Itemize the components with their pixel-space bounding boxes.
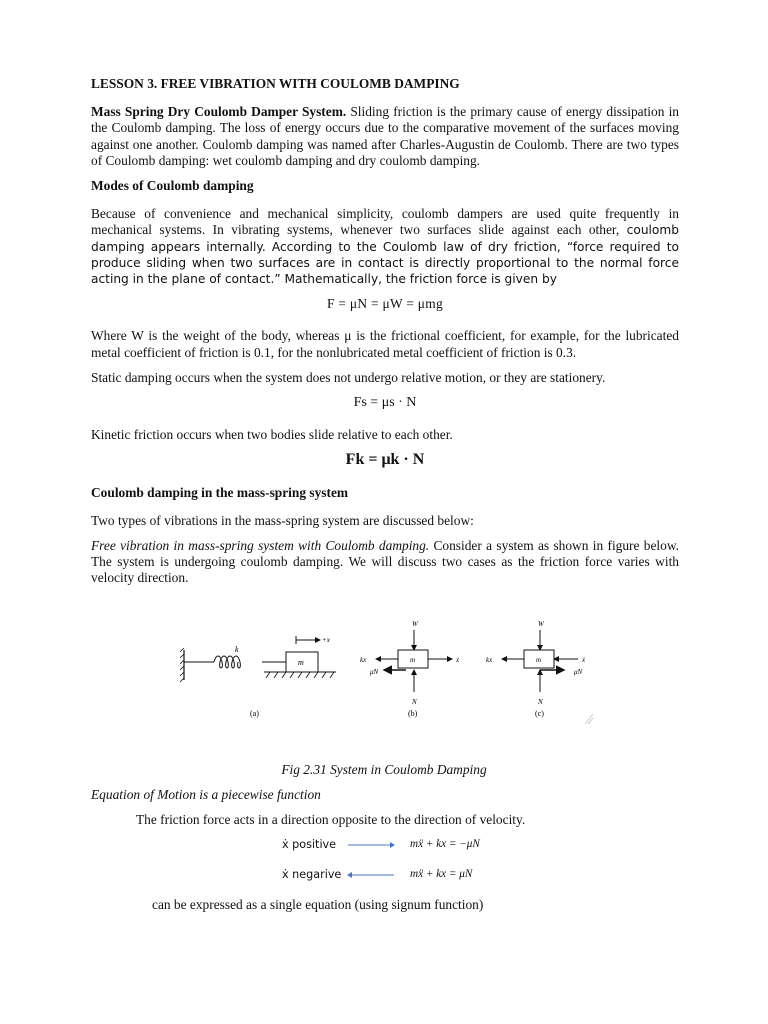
mass-b-label: m [410, 656, 416, 664]
arrow-right-icon [346, 838, 396, 852]
free-vibration-italic: Free vibration in mass-spring system with Coulomb damping. [91, 538, 430, 554]
intro-paragraph [91, 104, 679, 169]
free-vibration-paragraph [91, 538, 679, 587]
figure-a [180, 636, 336, 718]
friction-direction-text: The friction force acts in a direction opposite to the direction of velocity. [136, 812, 526, 827]
figure-b-label: (b) [408, 709, 418, 718]
single-equation-text: can be expressed as a single equation (using signum function) [152, 897, 484, 912]
friction-equation: F = μN = μW = μmg [326, 296, 443, 312]
static-paragraph: Static damping occurs when the system does not undergo relative motion, or they are stationery. [91, 369, 606, 385]
muN-c-label: μN [574, 668, 583, 676]
modes-paragraph [91, 206, 679, 287]
muN-b-label: μN [370, 668, 379, 676]
document-body [91, 76, 679, 596]
mass-spring-heading: Coulomb damping in the mass-spring system [91, 484, 349, 500]
kinetic-paragraph: Kinetic friction occurs when two bodies slide relative to each other. [91, 427, 453, 443]
normal-c-label: N [538, 698, 543, 706]
plus-x-label: +x [322, 636, 330, 644]
case-negative-equation: mẍ + kx = μN [410, 868, 473, 880]
weight-c-label: W [538, 620, 544, 628]
modes-heading: Modes of Coulomb damping [91, 178, 254, 194]
eom-title: Equation of Motion is a piecewise function [91, 787, 321, 802]
xdot-c-label: ẋ [582, 656, 586, 664]
kx-b-label: kx [360, 656, 367, 664]
kx-c-label: kx [486, 656, 493, 664]
coulomb-damping-figure [180, 612, 600, 732]
figure-c [486, 620, 586, 718]
intro-text: Sliding friction is the primary cause of energy dissipation in the Coulomb damping. The loss of energy occurs due to the comparative movement of the surfaces moving against one another. Coulomb damping was named after Charles-Augustin de Coulomb. There are two types of Coulomb damping: wet coulomb damping and dry coulomb damping. [91, 104, 679, 168]
lesson-title: LESSON 3. FREE VIBRATION WITH COULOMB DAMPING [91, 76, 460, 91]
resize-mark-icon [583, 712, 595, 726]
figure-caption: Fig 2.31 System in Coulomb Damping [281, 762, 487, 777]
case-positive-equation: mẍ + kx = −μN [410, 838, 480, 850]
free-vibration-text: Consider a system as shown in figure below. The system is undergoing coulomb damping. We will discuss two cases as the friction force varies with velocity direction. [91, 538, 679, 586]
figure-a-label: (a) [250, 709, 259, 718]
static-equation: Fs = μs · N [353, 395, 417, 411]
case-positive-label: ẋ positive [282, 838, 337, 851]
spring-k-label: k [235, 645, 239, 654]
kinetic-equation: Fk = μk · N [345, 451, 425, 469]
intro-bold: Mass Spring Dry Coulomb Damper System. [91, 104, 347, 120]
modes-part2: coulomb damping appears internally. According to the Coulomb law of dry friction, “force required to produce sliding when two surfaces are in contact is directly proportional to the normal force acting in the plane of contact.” Mathematically, the friction force is given by [91, 223, 679, 287]
weight-b-label: W [412, 620, 418, 628]
where-paragraph: Where W is the weight of the body, whereas μ is the frictional coefficient, for example, for the lubricated metal coefficient of friction is 0.1, for the nonlubricated metal coefficient of friction is 0.3. [91, 328, 679, 360]
xdot-b-label: ẋ [456, 656, 460, 664]
mass-c-label: m [536, 656, 542, 664]
case-positive [282, 838, 532, 868]
arrow-left-icon [346, 868, 396, 882]
figure-b [360, 620, 460, 718]
piecewise-cases [282, 838, 532, 898]
case-negative-label: ẋ negarive [282, 868, 342, 881]
figure-c-label: (c) [535, 709, 544, 718]
mass-a-label: m [298, 658, 304, 667]
modes-part1: Because of convenience and mechanical simplicity, coulomb dampers are used quite frequently in mechanical systems. In vibrating systems, whenever two surfaces slide against each other, [91, 206, 679, 238]
normal-b-label: N [412, 698, 417, 706]
case-negative [282, 868, 532, 898]
two-types-paragraph: Two types of vibrations in the mass-spring system are discussed below: [91, 512, 474, 528]
